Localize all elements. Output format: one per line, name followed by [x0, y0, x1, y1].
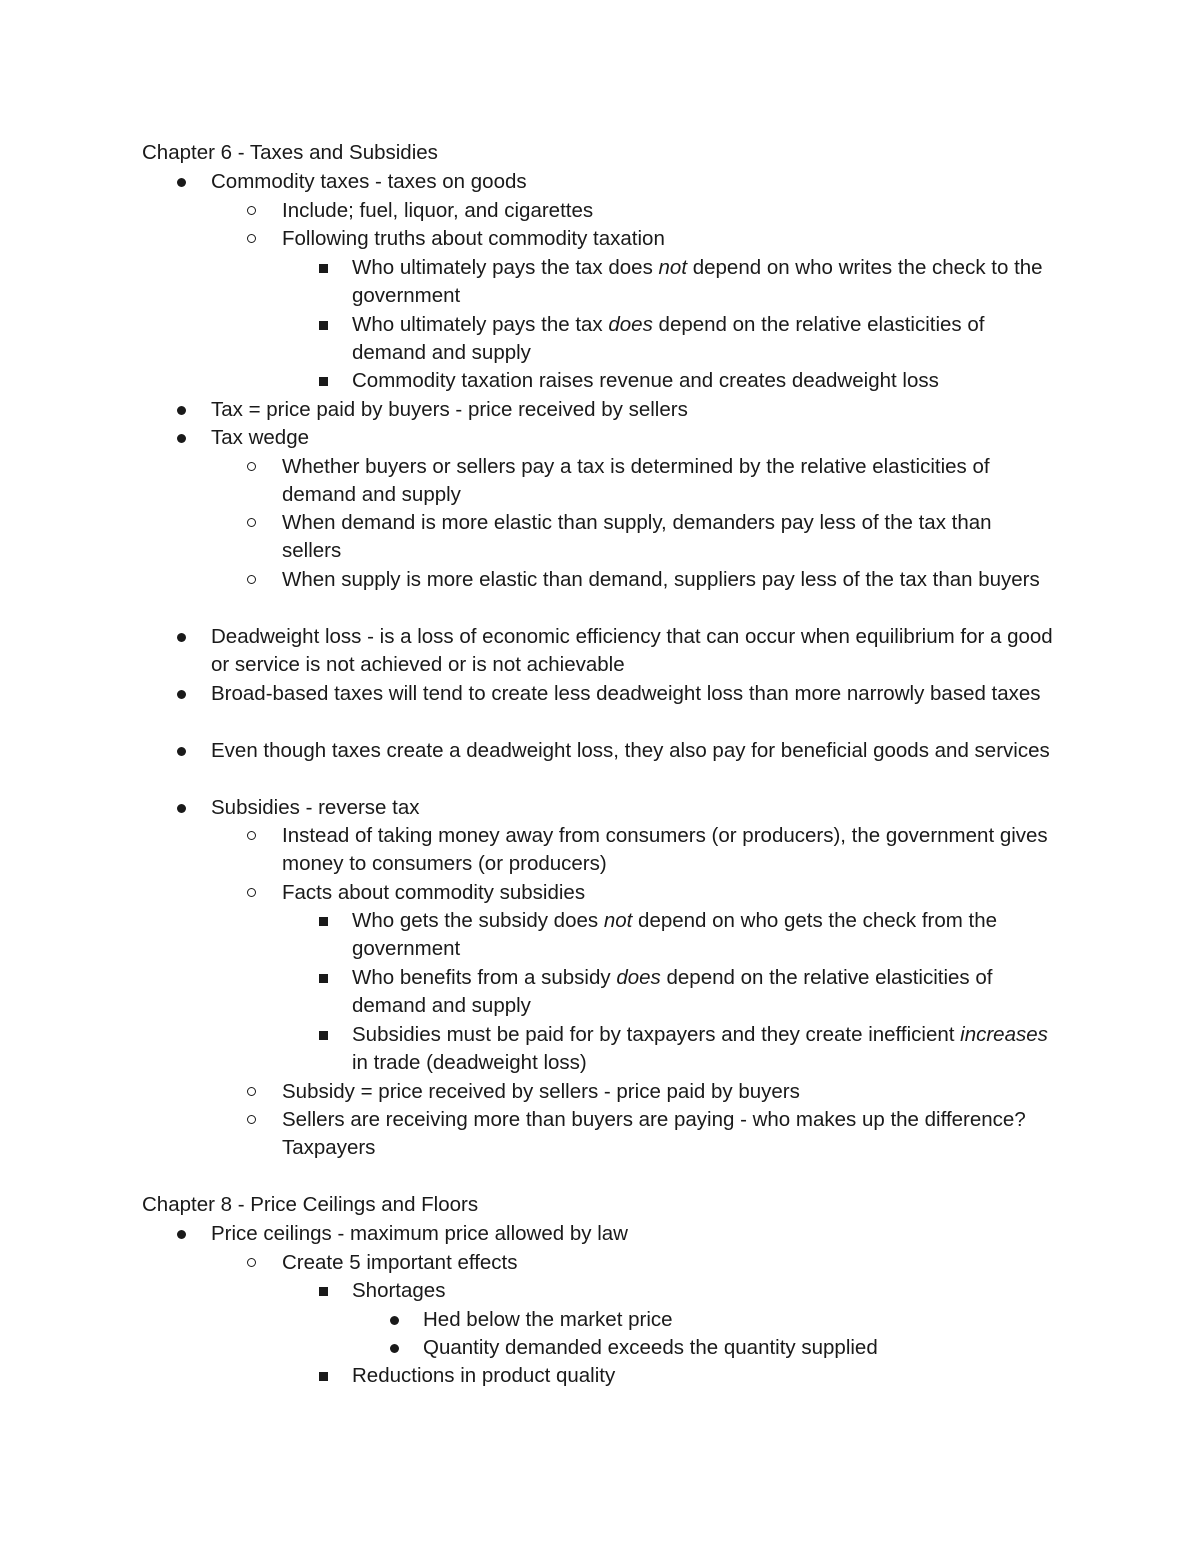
list-item-text: Deadweight loss - is a loss of economic efficiency that can occur when equilibrium for a good or service is not achieved or is not achievable: [211, 625, 1053, 677]
bullet-circle-icon: [247, 888, 256, 897]
list-item-text: Even though taxes create a deadweight loss, they also pay for beneficial goods and services: [211, 739, 1050, 762]
list-item-text: depend on who writes the check to the government: [352, 256, 1043, 308]
emphasis-text: does: [616, 966, 661, 989]
list-item-quantity-demanded: [423, 1334, 1063, 1362]
emphasis-text: not: [658, 256, 688, 279]
list-item-text: Reductions in product quality: [352, 1364, 616, 1387]
bullet-disc-icon: [177, 690, 186, 699]
bullet-disc-icon: [390, 1344, 399, 1353]
emphasis-text: not: [603, 909, 633, 932]
list-item-text: depend on who gets the check from the government: [352, 909, 998, 961]
list-item-following-truths: [282, 225, 1052, 253]
list-item-text: When supply is more elastic than demand, suppliers pay less of the tax than buyers: [282, 568, 1040, 591]
bullet-disc-icon: [177, 804, 186, 813]
bullet-circle-icon: [247, 462, 256, 471]
list-item-include: [282, 197, 1052, 225]
list-item-tax-wedge: [211, 424, 1061, 452]
list-item-text: Instead of taking money away from consumers (or producers), the government gives money to consumers (or producers): [282, 824, 1048, 876]
bullet-disc-icon: [390, 1316, 399, 1325]
bullet-square-icon: [319, 917, 328, 926]
list-item-price-ceilings: [211, 1220, 1061, 1248]
list-item-text: Shortages: [352, 1279, 446, 1302]
bullet-circle-icon: [247, 1087, 256, 1096]
list-item-even-though: [211, 737, 1061, 765]
list-item-text: Quantity demanded exceeds the quantity supplied: [423, 1336, 878, 1359]
list-item-text: Commodity taxes - taxes on goods: [211, 170, 527, 193]
list-item-tax-formula: [211, 396, 1061, 424]
list-item-text: Whether buyers or sellers pay a tax is determined by the relative elasticities of demand and supply: [282, 455, 990, 507]
bullet-disc-icon: [177, 633, 186, 642]
bullet-square-icon: [319, 377, 328, 386]
bullet-circle-icon: [247, 234, 256, 243]
list-item-sellers-receiving: [282, 1106, 1052, 1163]
list-item-text: in trade (deadweight loss): [352, 1051, 587, 1075]
bullet-square-icon: [319, 1031, 328, 1040]
list-item-deadweight-loss: [211, 623, 1061, 680]
list-item-text: Tax = price paid by buyers - price received by sellers: [211, 398, 688, 421]
list-item-held-below: [423, 1306, 1063, 1334]
bullet-circle-icon: [247, 1115, 256, 1124]
bullet-circle-icon: [247, 518, 256, 527]
list-item-broad-based: [211, 680, 1061, 708]
bullet-disc-icon: [177, 1230, 186, 1239]
bullet-square-icon: [319, 264, 328, 273]
list-item-text: Who gets the subsidy does: [352, 909, 604, 932]
list-item-text: Who ultimately pays the tax does: [352, 256, 659, 279]
chapter-8-heading: Chapter 8 - Price Ceilings and Floors: [142, 1193, 479, 1216]
bullet-disc-icon: [177, 406, 186, 415]
list-item-text: Following truths about commodity taxation: [282, 227, 665, 250]
list-item-truth-3: [352, 367, 1052, 395]
bullet-square-icon: [319, 974, 328, 983]
list-item-truth-2: [352, 311, 1052, 368]
list-item-facts: [282, 879, 1052, 907]
list-item-text: Facts about commodity subsidies: [282, 881, 586, 904]
list-item-commodity-taxes: [211, 168, 1061, 196]
bullet-disc-icon: [177, 434, 186, 443]
list-item-text: Who ultimately pays the tax: [352, 313, 609, 336]
list-item-subsidies: [211, 794, 1061, 822]
bullet-circle-icon: [247, 831, 256, 840]
list-item-fact-2: [352, 964, 1052, 1021]
list-item-text: Hed below the market price: [423, 1308, 673, 1331]
list-item-reductions: [352, 1362, 1052, 1390]
list-item-text: Tax wedge: [211, 426, 310, 449]
list-item-instead: [282, 822, 1052, 879]
list-item-text: Subsidies must be paid for by taxpayers and they create inefficient: [352, 1023, 961, 1046]
bullet-circle-icon: [247, 206, 256, 215]
emphasis-text: does: [608, 313, 653, 336]
bullet-square-icon: [319, 1372, 328, 1381]
list-item-text: When demand is more elastic than supply, demanders pay less of the tax than sellers: [282, 511, 992, 563]
list-item-text: Price ceilings - maximum price allowed by law: [211, 1222, 628, 1245]
list-item-text: Commodity taxation raises revenue and creates deadweight loss: [352, 369, 939, 392]
list-item-text: depend on the relative elasticities of demand and supply: [352, 966, 993, 1018]
list-item-text: Include; fuel, liquor, and cigarettes: [282, 199, 594, 222]
bullet-square-icon: [319, 321, 328, 330]
emphasis-text: increases: [960, 1023, 1048, 1046]
bullet-disc-icon: [177, 747, 186, 756]
chapter-6-heading: Chapter 6 - Taxes and Subsidies: [142, 141, 438, 164]
bullet-disc-icon: [177, 178, 186, 187]
list-item-wedge-2: [282, 509, 1052, 566]
list-item-text: Create 5 important effects: [282, 1251, 518, 1274]
list-item-text: depend on the relative elasticities of demand and supply: [352, 313, 985, 365]
list-item-text: Subsidies - reverse tax: [211, 796, 420, 819]
list-item-text: Subsidy = price received by sellers - price paid by buyers: [282, 1080, 800, 1103]
list-item-wedge-1: [282, 453, 1052, 510]
list-item-fact-1: [352, 907, 1052, 964]
bullet-square-icon: [319, 1287, 328, 1296]
list-item-fact-3: [352, 1021, 1052, 1078]
bullet-circle-icon: [247, 575, 256, 584]
bullet-circle-icon: [247, 1258, 256, 1267]
list-item-text: Broad-based taxes will tend to create less deadweight loss than more narrowly based taxes: [211, 682, 1041, 705]
list-item-wedge-3: [282, 566, 1052, 594]
list-item-create-effects: [282, 1249, 1052, 1277]
list-item-truth-1: [352, 254, 1052, 311]
list-item-subsidy-formula: [282, 1078, 1052, 1106]
list-item-text: Sellers are receiving more than buyers are paying - who makes up the difference? Taxpayers: [282, 1108, 1026, 1160]
list-item-shortages: [352, 1277, 1052, 1305]
list-item-text: Who benefits from a subsidy: [352, 966, 617, 989]
